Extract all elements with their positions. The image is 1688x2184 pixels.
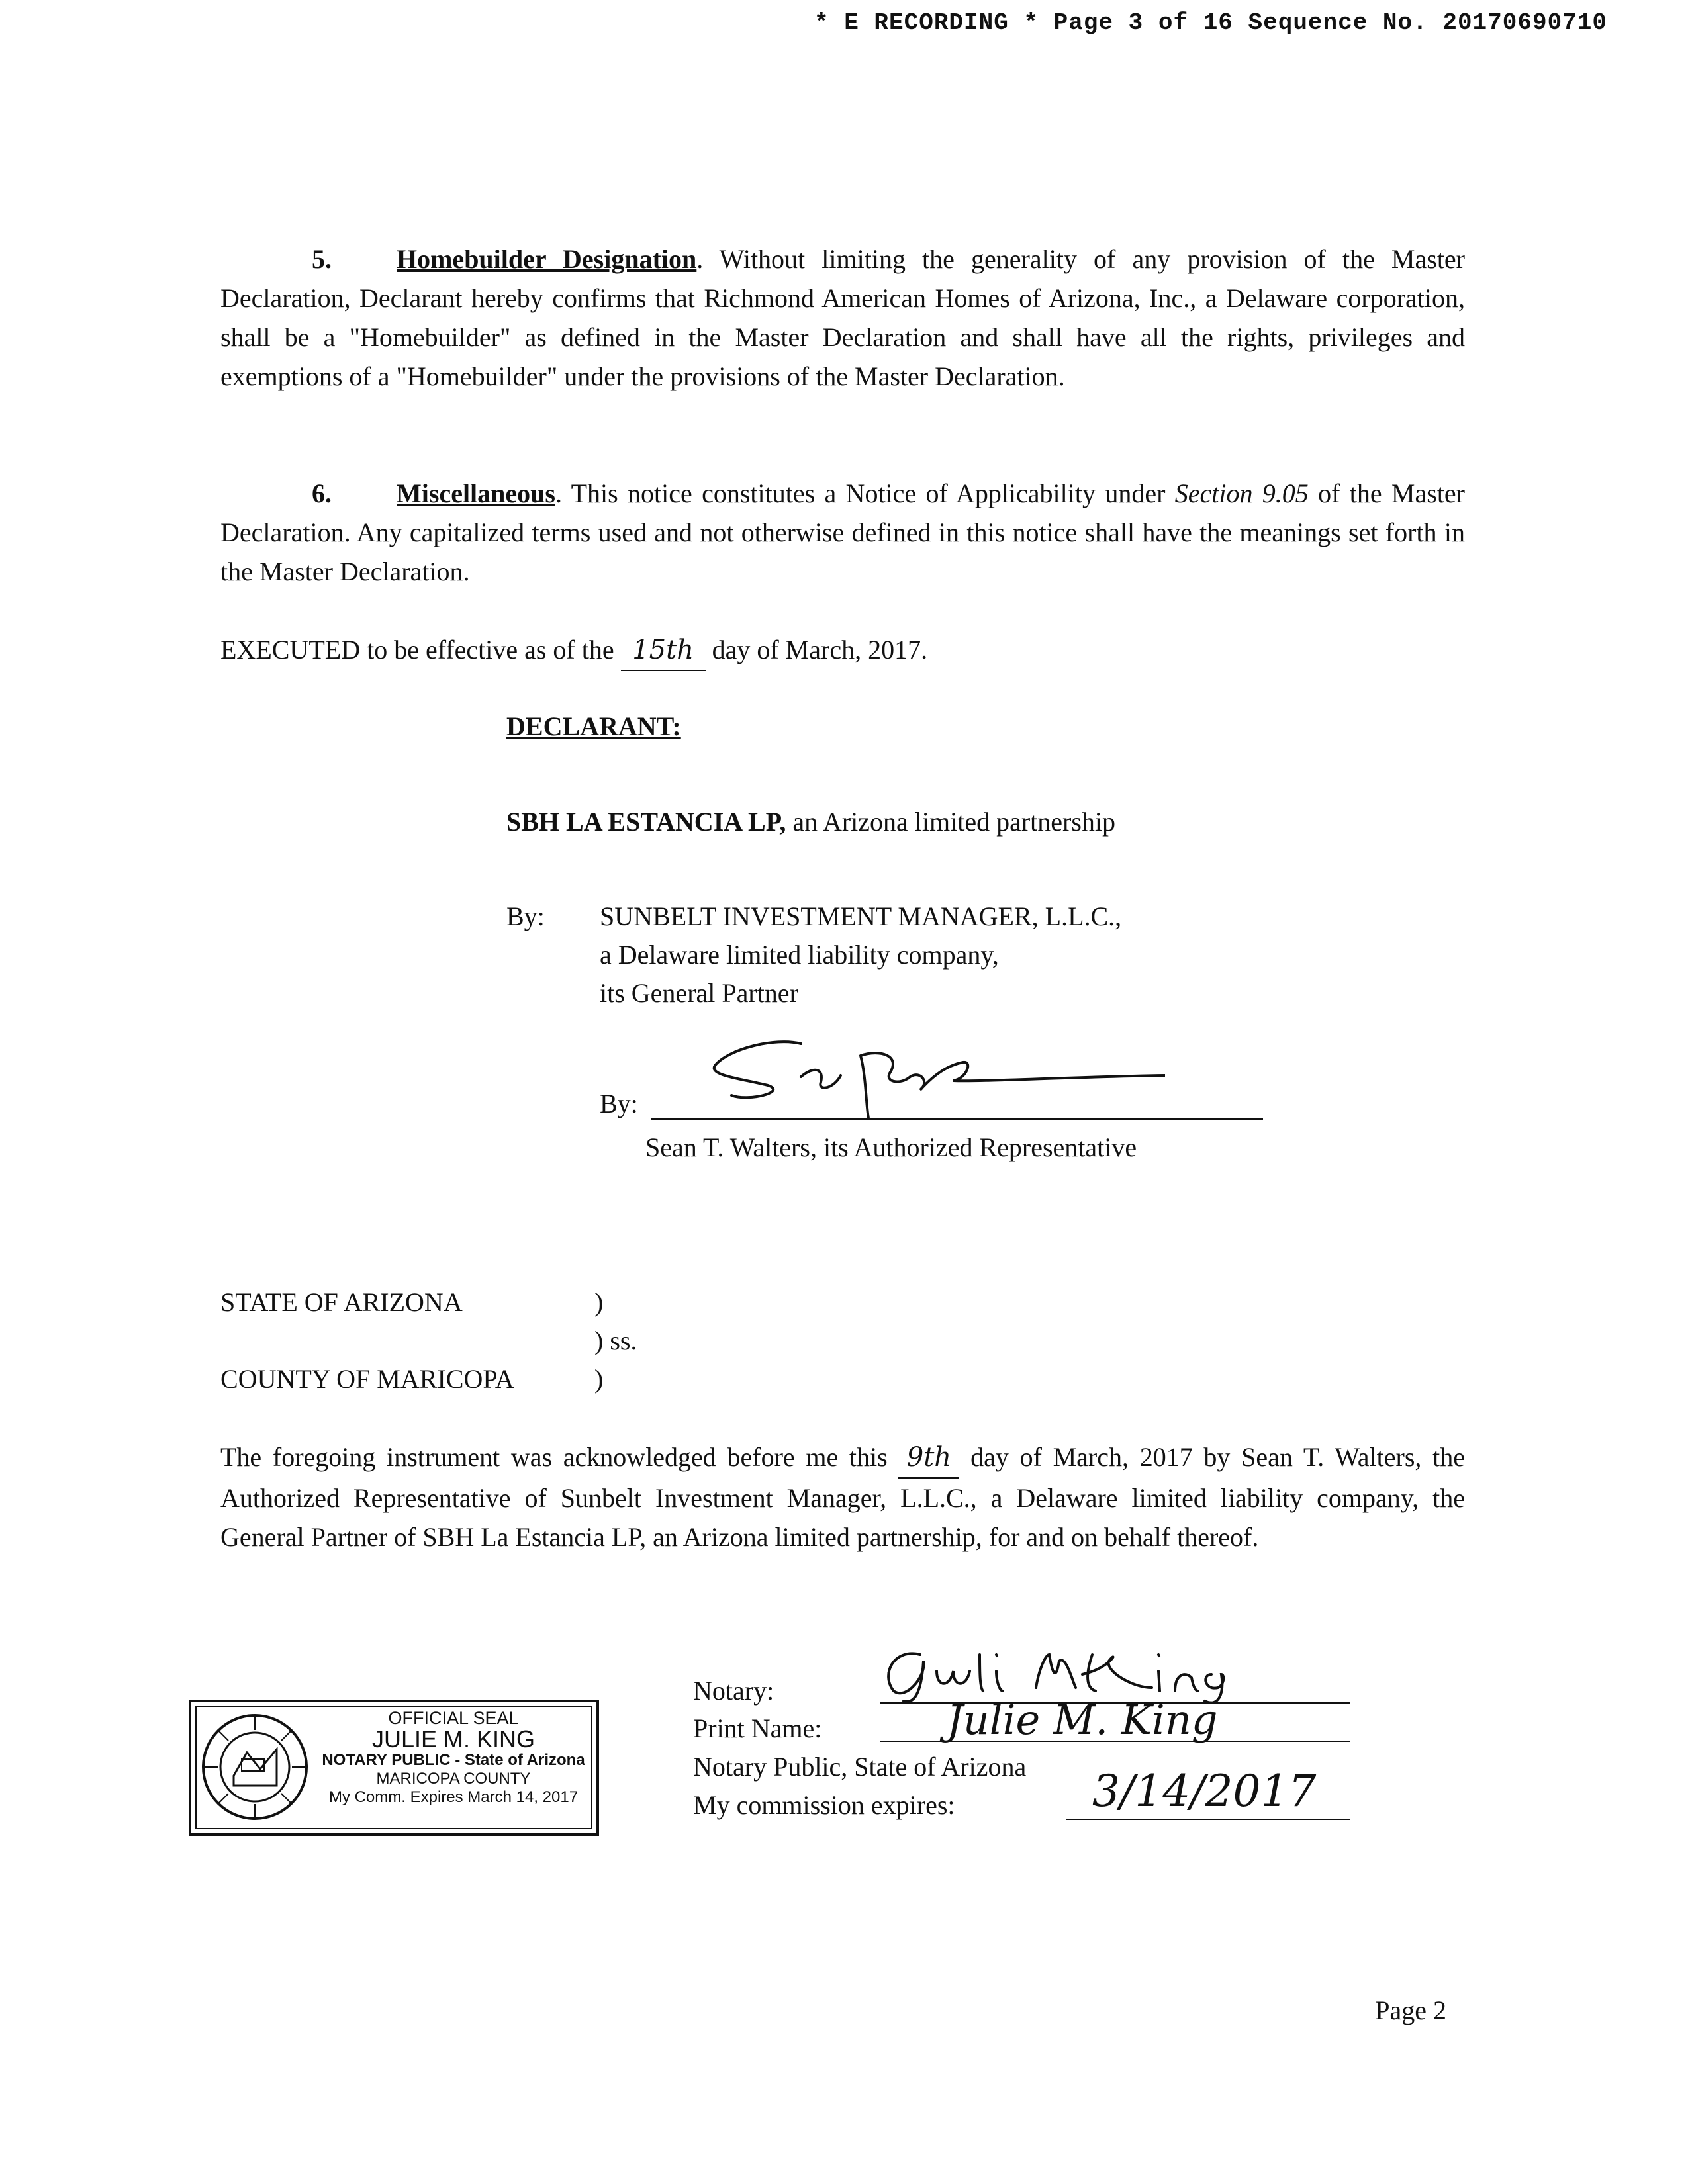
declarant-entity-name: SBH LA ESTANCIA LP,: [506, 807, 786, 837]
section-5-number: 5.: [312, 244, 332, 274]
seal-line-4: MARICOPA COUNTY: [376, 1770, 531, 1788]
signature-line: [651, 1118, 1263, 1120]
by-label-2: By:: [600, 1089, 638, 1118]
state-seal-icon: [201, 1713, 310, 1822]
executed-line: [220, 630, 927, 671]
section-6-paragraph: [220, 474, 1465, 591]
general-partner-line-2: a Delaware limited liability company,: [600, 940, 999, 970]
executed-after: day of March, 2017.: [705, 635, 928, 664]
section-5-paragraph: [220, 240, 1465, 396]
seal-line-3: NOTARY PUBLIC - State of Arizona: [322, 1751, 585, 1769]
general-partner-line-3: its General Partner: [600, 978, 798, 1008]
acknowledgment-before: The foregoing instrument was acknowledged before me this: [220, 1442, 899, 1472]
print-name-label: Print Name:: [693, 1713, 822, 1743]
signer-name: Sean T. Walters, its Authorized Representative: [645, 1132, 1137, 1162]
commission-expires-label: My commission expires:: [693, 1790, 955, 1820]
notary-seal-stamp: [189, 1700, 599, 1836]
commission-expires-value: 3/14/2017: [1092, 1766, 1317, 1817]
venue-county: COUNTY OF MARICOPA: [220, 1364, 514, 1394]
declarant-entity-desc: an Arizona limited partnership: [786, 807, 1116, 837]
executed-day: 15th: [621, 631, 706, 671]
section-6-text-before: . This notice constitutes a Notice of Applicability under: [555, 478, 1175, 508]
acknowledgment-after: day of March, 2017 by Sean T. Walters, the Authorized Representative of Sunbelt Investment Manager, L.L.C., a Delaware limited liability company, the General Partner of SBH La Estancia LP, an Arizona limited partnership, for and on behalf thereof.: [220, 1442, 1465, 1552]
by-label-1: By:: [506, 901, 545, 931]
authorized-representative-signature: [702, 1029, 1165, 1128]
acknowledgment-day: 9th: [898, 1438, 959, 1479]
venue-paren-1: ): [594, 1287, 604, 1317]
venue-paren-ss: ) ss.: [594, 1326, 637, 1355]
seal-line-5: My Comm. Expires March 14, 2017: [328, 1788, 579, 1806]
section-6-heading: Miscellaneous: [397, 478, 555, 508]
page-number: Page 2: [1375, 1995, 1446, 2025]
print-name-line: [880, 1741, 1350, 1742]
notary-label: Notary:: [693, 1676, 774, 1706]
seal-text-block: [317, 1709, 590, 1807]
commission-expires-line: [1066, 1819, 1350, 1820]
venue-paren-3: ): [594, 1364, 604, 1394]
seal-line-1: OFFICIAL SEAL: [388, 1708, 519, 1728]
section-6-reference: Section 9.05: [1174, 478, 1309, 508]
section-6-text-after: of the Master Declaration. Any capitalized terms used and not otherwise defined in this notice shall have the meanings set forth in the Master Declaration.: [220, 478, 1466, 586]
acknowledgment-paragraph: [220, 1437, 1465, 1557]
seal-line-2: JULIE M. KING: [371, 1725, 536, 1752]
executed-before: EXECUTED to be effective as of the: [220, 635, 621, 664]
declarant-label: DECLARANT:: [506, 711, 681, 741]
notary-title: Notary Public, State of Arizona: [693, 1752, 1027, 1782]
section-5-text: . Without limiting the generality of any provision of the Master Declaration, Declarant hereby confirms that Richmond American Homes of Arizona, Inc., a Delaware corporation, shall be a "Homebuilder" as defined in the Master Declaration and shall have all the rights, privileges and exemptions of a "Homebuilder" under the provisions of the Master Declaration.: [220, 244, 1466, 391]
declarant-entity: [506, 802, 1115, 841]
recording-header: * E RECORDING * Page 3 of 16 Sequence No. 20170690710: [814, 9, 1607, 36]
general-partner-line-1: SUNBELT INVESTMENT MANAGER, L.L.C.,: [600, 901, 1122, 931]
section-6-number: 6.: [312, 478, 332, 508]
print-name-value: Julie M. King: [947, 1696, 1218, 1744]
section-5-heading: Homebuilder Designation: [397, 244, 697, 274]
venue-state: STATE OF ARIZONA: [220, 1287, 463, 1317]
